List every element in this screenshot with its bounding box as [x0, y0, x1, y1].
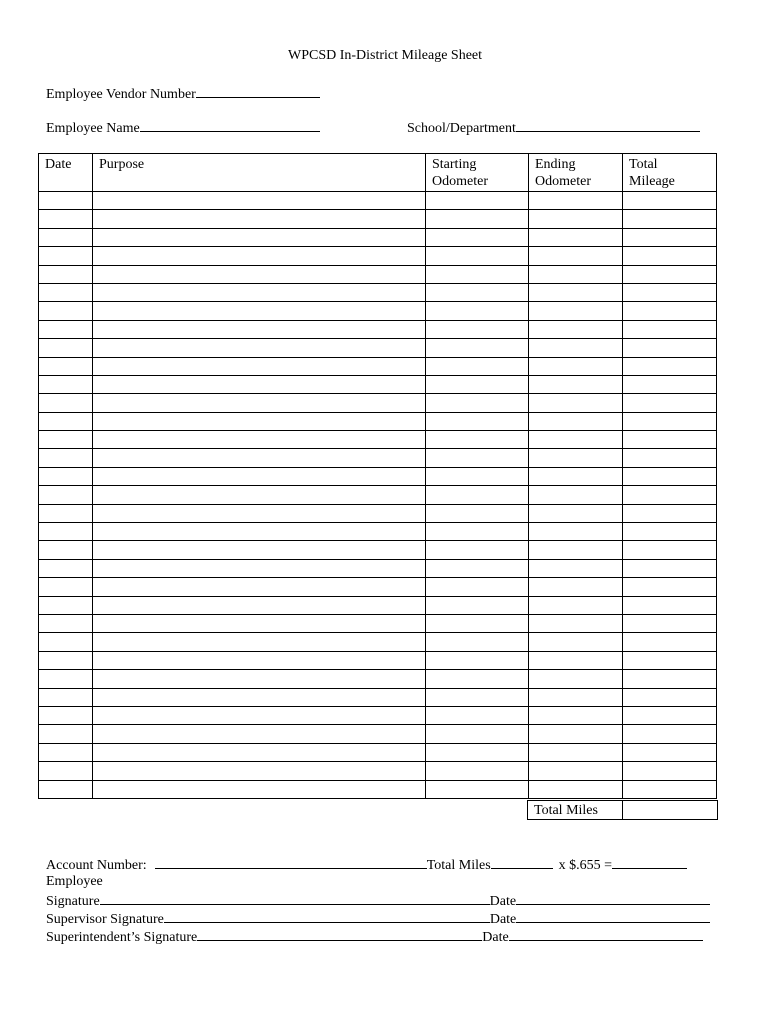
date-cell[interactable]: [39, 541, 93, 559]
total-mileage-cell[interactable]: [623, 633, 717, 651]
date-cell[interactable]: [39, 523, 93, 541]
date-cell[interactable]: [39, 394, 93, 412]
starting-odometer-cell[interactable]: [426, 596, 529, 614]
total-mileage-cell[interactable]: [623, 228, 717, 246]
employee-label: Employee: [46, 874, 103, 889]
vendor-number-field[interactable]: [196, 85, 320, 98]
mileage-table: [38, 153, 717, 799]
employee-name-field[interactable]: [140, 119, 320, 132]
ending-odometer-cell[interactable]: [529, 283, 623, 301]
date-cell[interactable]: [39, 614, 93, 632]
total-mileage-cell[interactable]: [623, 651, 717, 669]
ending-odometer-cell[interactable]: [529, 192, 623, 210]
vendor-number-line: [46, 85, 320, 103]
total-mileage-cell[interactable]: [623, 431, 717, 449]
ending-odometer-cell[interactable]: [529, 651, 623, 669]
ending-odometer-cell[interactable]: [529, 486, 623, 504]
superintendent-date-field[interactable]: [509, 928, 703, 941]
purpose-cell[interactable]: [93, 651, 426, 669]
ending-odometer-cell[interactable]: [529, 320, 623, 338]
purpose-cell[interactable]: [93, 339, 426, 357]
date-cell[interactable]: [39, 302, 93, 320]
starting-odometer-cell[interactable]: [426, 265, 529, 283]
purpose-cell[interactable]: [93, 614, 426, 632]
starting-odometer-cell[interactable]: [426, 651, 529, 669]
starting-odometer-cell[interactable]: [426, 486, 529, 504]
purpose-cell[interactable]: [93, 357, 426, 375]
starting-odometer-cell[interactable]: [426, 614, 529, 632]
ending-odometer-cell[interactable]: [529, 210, 623, 228]
purpose-cell[interactable]: [93, 706, 426, 724]
employee-date-field[interactable]: [516, 892, 710, 905]
page-title: WPCSD In-District Mileage Sheet: [287, 48, 483, 63]
date-cell[interactable]: [39, 210, 93, 228]
total-mileage-cell[interactable]: [623, 449, 717, 467]
purpose-cell[interactable]: [93, 559, 426, 577]
starting-odometer-cell[interactable]: [426, 504, 529, 522]
department-line: [407, 119, 700, 137]
ending-odometer-cell[interactable]: [529, 228, 623, 246]
ending-odometer-cell[interactable]: [529, 504, 623, 522]
date-cell[interactable]: [39, 651, 93, 669]
date-cell[interactable]: [39, 578, 93, 596]
date-cell[interactable]: [39, 486, 93, 504]
purpose-cell[interactable]: [93, 192, 426, 210]
date-cell[interactable]: [39, 504, 93, 522]
date-cell[interactable]: [39, 228, 93, 246]
ending-odometer-cell[interactable]: [529, 780, 623, 798]
purpose-cell[interactable]: [93, 578, 426, 596]
date-cell[interactable]: [39, 412, 93, 430]
purpose-cell[interactable]: [93, 486, 426, 504]
date-cell[interactable]: [39, 467, 93, 485]
starting-odometer-cell[interactable]: [426, 375, 529, 393]
total-mileage-cell[interactable]: [623, 192, 717, 210]
ending-odometer-cell[interactable]: [529, 375, 623, 393]
starting-odometer-cell[interactable]: [426, 762, 529, 780]
starting-odometer-cell[interactable]: [426, 725, 529, 743]
purpose-cell[interactable]: [93, 375, 426, 393]
account-line: [46, 856, 687, 874]
purpose-cell[interactable]: [93, 633, 426, 651]
purpose-cell[interactable]: [93, 283, 426, 301]
table-row: [39, 412, 717, 430]
table-row: [39, 578, 717, 596]
ending-odometer-cell[interactable]: [529, 670, 623, 688]
table-row: [39, 651, 717, 669]
starting-odometer-cell[interactable]: [426, 431, 529, 449]
header-starting-odometer: Starting Odometer: [426, 154, 529, 192]
starting-odometer-cell[interactable]: [426, 302, 529, 320]
ending-odometer-cell[interactable]: [529, 265, 623, 283]
table-row: [39, 192, 717, 210]
table-row: [39, 670, 717, 688]
total-miles-label: Total Miles: [528, 801, 623, 820]
date-cell[interactable]: [39, 320, 93, 338]
supervisor-date-label: Date: [489, 912, 517, 927]
starting-odometer-cell[interactable]: [426, 357, 529, 375]
purpose-cell[interactable]: [93, 431, 426, 449]
starting-odometer-cell[interactable]: [426, 670, 529, 688]
supervisor-date-field[interactable]: [516, 910, 710, 923]
table-row: [39, 265, 717, 283]
table-row: [39, 633, 717, 651]
supervisor-signature-line: [46, 910, 710, 928]
ending-odometer-cell[interactable]: [529, 523, 623, 541]
table-row: [39, 559, 717, 577]
superintendent-signature-line: [46, 928, 703, 946]
superintendent-date-label: Date: [482, 930, 509, 945]
date-cell[interactable]: [39, 265, 93, 283]
ending-odometer-cell[interactable]: [529, 559, 623, 577]
ending-odometer-cell[interactable]: [529, 633, 623, 651]
total-mileage-cell[interactable]: [623, 541, 717, 559]
footer-total-miles-label: Total Miles: [426, 858, 491, 873]
table-row: [39, 614, 717, 632]
account-field[interactable]: [155, 856, 427, 869]
table-row: [39, 375, 717, 393]
ending-odometer-cell[interactable]: [529, 357, 623, 375]
ending-odometer-cell[interactable]: [529, 394, 623, 412]
table-row: [39, 706, 717, 724]
table-row: [39, 486, 717, 504]
ending-odometer-cell[interactable]: [529, 596, 623, 614]
date-cell[interactable]: [39, 762, 93, 780]
date-cell[interactable]: [39, 596, 93, 614]
total-mileage-cell[interactable]: [623, 375, 717, 393]
table-row: [39, 523, 717, 541]
starting-odometer-cell[interactable]: [426, 210, 529, 228]
total-mileage-cell[interactable]: [623, 762, 717, 780]
table-row: [39, 357, 717, 375]
total-mileage-cell[interactable]: [623, 210, 717, 228]
table-row: [39, 247, 717, 265]
date-cell[interactable]: [39, 375, 93, 393]
date-cell[interactable]: [39, 449, 93, 467]
table-row: [39, 431, 717, 449]
header-purpose: Purpose: [93, 154, 426, 192]
starting-odometer-cell[interactable]: [426, 228, 529, 246]
date-cell[interactable]: [39, 192, 93, 210]
total-mileage-cell[interactable]: [623, 706, 717, 724]
purpose-cell[interactable]: [93, 302, 426, 320]
purpose-cell[interactable]: [93, 541, 426, 559]
starting-odometer-cell[interactable]: [426, 559, 529, 577]
superintendent-label: Superintendent’s Signature: [46, 930, 198, 945]
starting-odometer-cell[interactable]: [426, 320, 529, 338]
account-label: Account Number:: [46, 858, 147, 873]
purpose-cell[interactable]: [93, 247, 426, 265]
table-row: [39, 743, 717, 761]
department-field[interactable]: [516, 119, 700, 132]
ending-odometer-cell[interactable]: [529, 541, 623, 559]
ending-odometer-cell[interactable]: [529, 339, 623, 357]
purpose-cell[interactable]: [93, 412, 426, 430]
ending-odometer-cell[interactable]: [529, 743, 623, 761]
ending-odometer-cell[interactable]: [529, 302, 623, 320]
supervisor-signature-field[interactable]: [164, 910, 490, 923]
vendor-number-label: Employee Vendor Number: [46, 87, 196, 102]
table-row: [39, 449, 717, 467]
purpose-cell[interactable]: [93, 265, 426, 283]
supervisor-label: Supervisor Signature: [46, 912, 164, 927]
ending-odometer-cell[interactable]: [529, 578, 623, 596]
total-mileage-cell[interactable]: [623, 743, 717, 761]
purpose-cell[interactable]: [93, 670, 426, 688]
total-mileage-cell[interactable]: [623, 283, 717, 301]
total-mileage-cell[interactable]: [623, 688, 717, 706]
total-mileage-cell[interactable]: [623, 339, 717, 357]
table-row: [39, 283, 717, 301]
employee-signature-line: [46, 892, 710, 910]
table-row: [39, 339, 717, 357]
date-cell[interactable]: [39, 559, 93, 577]
date-cell[interactable]: [39, 780, 93, 798]
table-row: [39, 228, 717, 246]
total-mileage-cell[interactable]: [623, 486, 717, 504]
total-mileage-cell[interactable]: [623, 394, 717, 412]
starting-odometer-cell[interactable]: [426, 578, 529, 596]
total-mileage-cell[interactable]: [623, 265, 717, 283]
ending-odometer-cell[interactable]: [529, 688, 623, 706]
date-cell[interactable]: [39, 688, 93, 706]
starting-odometer-cell[interactable]: [426, 449, 529, 467]
signature-label: Signature: [46, 894, 100, 909]
date-cell[interactable]: [39, 357, 93, 375]
starting-odometer-cell[interactable]: [426, 394, 529, 412]
purpose-cell[interactable]: [93, 320, 426, 338]
date-cell[interactable]: [39, 706, 93, 724]
total-mileage-cell[interactable]: [623, 467, 717, 485]
starting-odometer-cell[interactable]: [426, 412, 529, 430]
starting-odometer-cell[interactable]: [426, 743, 529, 761]
total-miles-box: [527, 800, 718, 820]
table-row: [39, 762, 717, 780]
starting-odometer-cell[interactable]: [426, 780, 529, 798]
ending-odometer-cell[interactable]: [529, 614, 623, 632]
total-mileage-cell[interactable]: [623, 725, 717, 743]
table-row: [39, 541, 717, 559]
table-row: [39, 596, 717, 614]
ending-odometer-cell[interactable]: [529, 431, 623, 449]
rate-text: x $.655 =: [558, 858, 613, 873]
date-cell[interactable]: [39, 743, 93, 761]
department-label: School/Department: [407, 121, 516, 136]
total-mileage-cell[interactable]: [623, 523, 717, 541]
table-row: [39, 210, 717, 228]
date-cell[interactable]: [39, 725, 93, 743]
starting-odometer-cell[interactable]: [426, 283, 529, 301]
total-mileage-cell[interactable]: [623, 670, 717, 688]
purpose-cell[interactable]: [93, 467, 426, 485]
starting-odometer-cell[interactable]: [426, 541, 529, 559]
employee-signature-field[interactable]: [100, 892, 490, 905]
employee-name-label: Employee Name: [46, 121, 140, 136]
employee-name-line: [46, 119, 320, 137]
purpose-cell[interactable]: [93, 688, 426, 706]
superintendent-signature-field[interactable]: [197, 928, 482, 941]
purpose-cell[interactable]: [93, 780, 426, 798]
employee-date-label: Date: [489, 894, 517, 909]
total-mileage-cell[interactable]: [623, 780, 717, 798]
footer-total-miles-field[interactable]: [491, 856, 553, 869]
ending-odometer-cell[interactable]: [529, 247, 623, 265]
total-mileage-cell[interactable]: [623, 596, 717, 614]
reimbursement-field[interactable]: [612, 856, 687, 869]
date-cell[interactable]: [39, 633, 93, 651]
total-miles-cell[interactable]: [623, 801, 718, 820]
header-ending-odometer: Ending Odometer: [529, 154, 623, 192]
total-mileage-cell[interactable]: [623, 412, 717, 430]
table-row: [39, 467, 717, 485]
ending-odometer-cell[interactable]: [529, 449, 623, 467]
table-row: [39, 302, 717, 320]
date-cell[interactable]: [39, 247, 93, 265]
purpose-cell[interactable]: [93, 210, 426, 228]
total-mileage-cell[interactable]: [623, 504, 717, 522]
purpose-cell[interactable]: [93, 596, 426, 614]
total-mileage-cell[interactable]: [623, 302, 717, 320]
total-mileage-cell[interactable]: [623, 357, 717, 375]
table-row: [39, 688, 717, 706]
purpose-cell[interactable]: [93, 762, 426, 780]
table-row: [39, 394, 717, 412]
starting-odometer-cell[interactable]: [426, 192, 529, 210]
ending-odometer-cell[interactable]: [529, 706, 623, 724]
starting-odometer-cell[interactable]: [426, 523, 529, 541]
total-mileage-cell[interactable]: [623, 578, 717, 596]
starting-odometer-cell[interactable]: [426, 467, 529, 485]
total-mileage-cell[interactable]: [623, 614, 717, 632]
total-mileage-cell[interactable]: [623, 320, 717, 338]
ending-odometer-cell[interactable]: [529, 725, 623, 743]
starting-odometer-cell[interactable]: [426, 688, 529, 706]
starting-odometer-cell[interactable]: [426, 339, 529, 357]
date-cell[interactable]: [39, 283, 93, 301]
table-row: [39, 780, 717, 798]
table-row: [39, 320, 717, 338]
ending-odometer-cell[interactable]: [529, 467, 623, 485]
starting-odometer-cell[interactable]: [426, 247, 529, 265]
purpose-cell[interactable]: [93, 228, 426, 246]
starting-odometer-cell[interactable]: [426, 706, 529, 724]
ending-odometer-cell[interactable]: [529, 412, 623, 430]
purpose-cell[interactable]: [93, 523, 426, 541]
purpose-cell[interactable]: [93, 743, 426, 761]
header-date: Date: [39, 154, 93, 192]
date-cell[interactable]: [39, 431, 93, 449]
ending-odometer-cell[interactable]: [529, 762, 623, 780]
total-mileage-cell[interactable]: [623, 247, 717, 265]
table-row: [39, 725, 717, 743]
date-cell[interactable]: [39, 339, 93, 357]
header-total-mileage: Total Mileage: [623, 154, 717, 192]
date-cell[interactable]: [39, 670, 93, 688]
purpose-cell[interactable]: [93, 449, 426, 467]
purpose-cell[interactable]: [93, 394, 426, 412]
table-row: [39, 504, 717, 522]
starting-odometer-cell[interactable]: [426, 633, 529, 651]
purpose-cell[interactable]: [93, 725, 426, 743]
table-header-row: [39, 154, 717, 192]
total-mileage-cell[interactable]: [623, 559, 717, 577]
purpose-cell[interactable]: [93, 504, 426, 522]
